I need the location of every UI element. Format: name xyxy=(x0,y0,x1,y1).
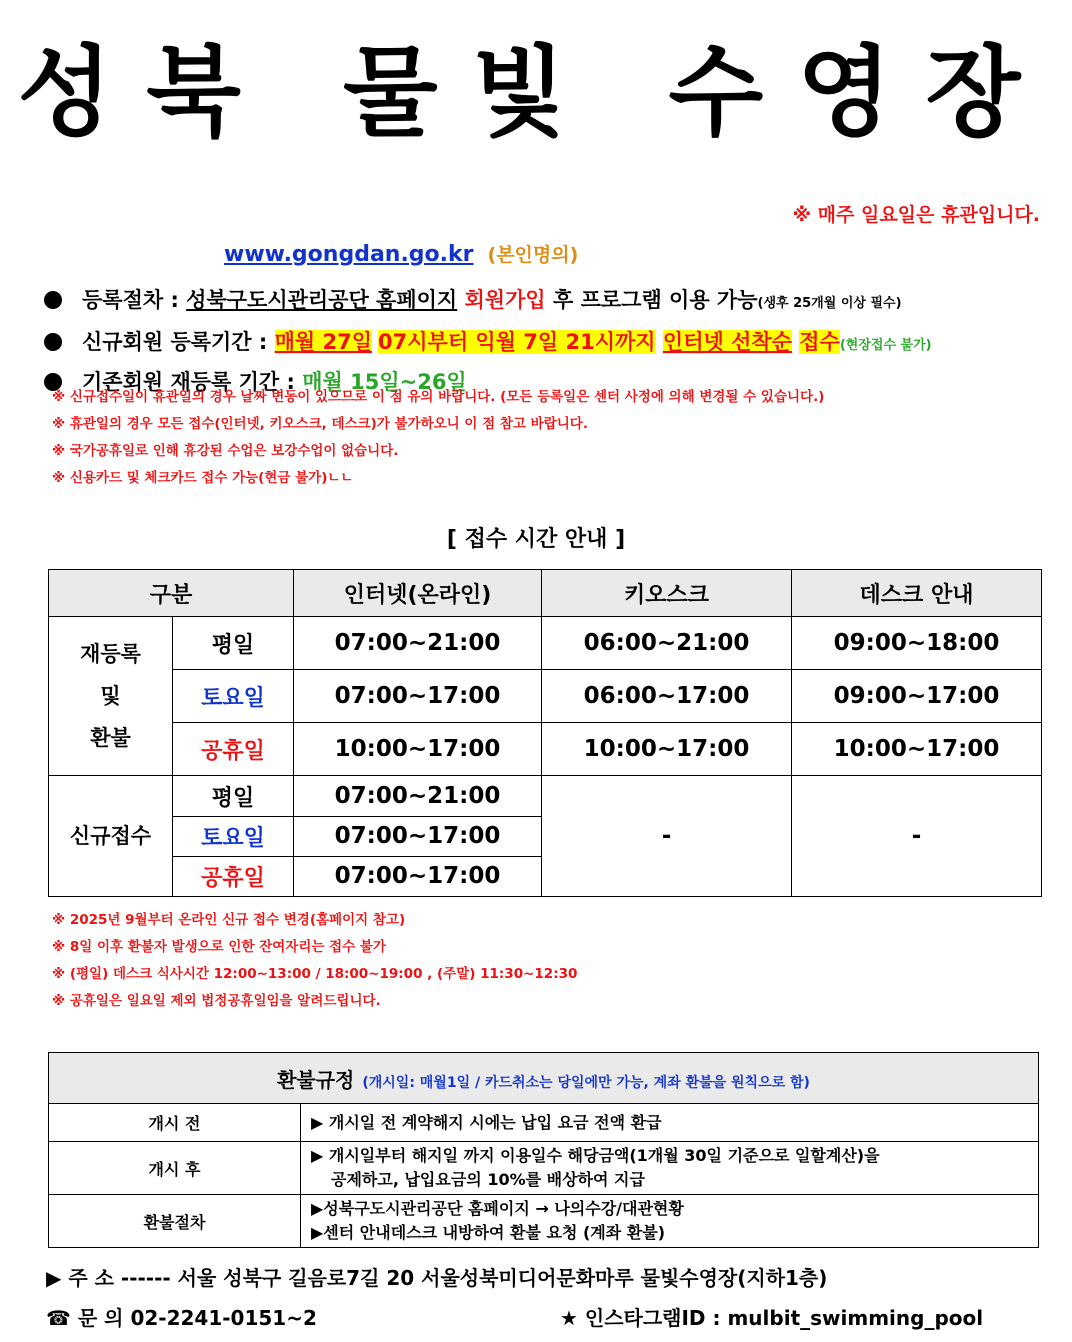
header-kiosk: 키오스크 xyxy=(542,570,792,617)
registration-rest: 후 프로그램 이용 가능 xyxy=(552,288,758,312)
time-cell: 07:00~21:00 xyxy=(294,776,542,816)
day-holiday: 공휴일 xyxy=(173,856,294,896)
time-cell: 10:00~17:00 xyxy=(792,723,1042,776)
signup-text: 회원가입 xyxy=(464,288,546,312)
note-item: ※ 신용카드 및 체크카드 접수 가능(현금 불가)ㄴㄴ xyxy=(52,470,354,486)
refund-line: ▶ 개시일부터 해지일 까지 이용일수 해당금액(1개월 30일 기준으로 일할계산)을 xyxy=(311,1146,880,1165)
website-line xyxy=(224,240,578,267)
time-cell: 07:00~17:00 xyxy=(294,816,542,856)
refund-line: ▶센터 안내데스크 내방하여 환불 요청 (계좌 환불) xyxy=(311,1223,666,1242)
day-saturday: 토요일 xyxy=(173,816,294,856)
time-cell: 09:00~17:00 xyxy=(792,670,1042,723)
footer-instagram: ★ 인스타그램ID : mulbit_swimming_pool xyxy=(560,1306,984,1330)
refund-title: 환불규정 xyxy=(277,1067,355,1092)
new-period-receipt: 접수 xyxy=(799,330,840,354)
new-period-label: 신규회원 등록기간 : xyxy=(82,330,268,354)
new-period-small: (현장접수 불가) xyxy=(839,338,932,353)
time-cell: 10:00~17:00 xyxy=(542,723,792,776)
day-holiday: 공휴일 xyxy=(173,723,294,776)
registration-line xyxy=(44,284,902,314)
time-cell: 07:00~17:00 xyxy=(294,856,542,896)
day-weekday: 평일 xyxy=(173,617,294,670)
group-label-line: 및 xyxy=(100,684,121,709)
group-label-line: 재등록 xyxy=(80,642,141,667)
note-item: ※ 2025년 9월부터 온라인 신규 접수 변경(홈페이지 참고) xyxy=(52,912,406,928)
header-desk: 데스크 안내 xyxy=(792,570,1042,617)
time-cell: 10:00~17:00 xyxy=(294,723,542,776)
new-period-time: 07시부터 익월 7일 21시까지 xyxy=(378,330,656,354)
header-internet: 인터넷(온라인) xyxy=(294,570,542,617)
existing-period-value: 매월 15일~26일 xyxy=(302,370,467,394)
bullet-icon xyxy=(44,291,62,309)
refund-row-label: 개시 후 xyxy=(49,1142,301,1195)
group-label-line: 환불 xyxy=(90,726,131,751)
registration-label: 등록절차 : xyxy=(82,288,179,312)
refund-line: ▶ 개시일 전 계약해지 시에는 납입 요금 전액 환급 xyxy=(311,1112,662,1132)
registration-small: (생후 25개월 이상 필수) xyxy=(757,296,902,311)
group-reregister xyxy=(49,617,173,776)
new-period-line xyxy=(44,326,932,356)
website-link[interactable]: www.gongdan.go.kr xyxy=(224,242,474,267)
website-note: (본인명의) xyxy=(487,244,579,266)
existing-period-label: 기존회원 재등록 기간 : xyxy=(82,370,295,394)
note-item: ※ 신규접수일이 휴관일의 경우 날짜 변동이 있으므로 이 점 유의 바랍니다. (모든 등록일은 센터 사정에 의해 변경될 수 있습니다.) xyxy=(52,389,825,405)
section-title: [ 접수 시간 안내 ] xyxy=(446,527,626,552)
footer-address: ▶ 주 소 ------ 서울 성북구 길음로7길 20 서울성북미디어문화마루 물빛수영장(지하1층) xyxy=(46,1266,828,1290)
day-weekday: 평일 xyxy=(173,776,294,816)
time-cell: 06:00~17:00 xyxy=(542,670,792,723)
group-new: 신규접수 xyxy=(49,776,173,897)
notes-top xyxy=(52,384,824,492)
refund-header xyxy=(49,1053,1039,1104)
note-item: ※ 국가공휴일로 인해 휴강된 수업은 보강수업이 없습니다. xyxy=(52,443,399,459)
header-category: 구분 xyxy=(49,570,294,617)
refund-subtitle: (개시일: 매월1일 / 카드취소는 당일에만 가능, 계좌 환불을 원칙으로 함) xyxy=(362,1074,810,1091)
refund-row-body xyxy=(301,1142,1039,1195)
time-cell: 07:00~21:00 xyxy=(294,617,542,670)
page-title: 성북 물빛 수영장 xyxy=(17,36,1055,150)
time-cell: 09:00~18:00 xyxy=(792,617,1042,670)
refund-line: ▶성북구도시관리공단 홈페이지 → 나의수강/대관현황 xyxy=(311,1199,684,1218)
bullet-icon xyxy=(44,333,62,351)
refund-row-label: 환불절차 xyxy=(49,1195,301,1248)
refund-table xyxy=(48,1052,1039,1248)
desk-dash: - xyxy=(792,776,1042,897)
note-item: ※ 휴관일의 경우 모든 접수(인터넷, 키오스크, 데스크)가 불가하오니 이 점 참고 바랍니다. xyxy=(52,416,588,432)
note-item: ※ 8일 이후 환불자 발생으로 인한 잔여자리는 접수 불가 xyxy=(52,939,386,955)
footer-phone: ☎ 문 의 02-2241-0151~2 xyxy=(46,1306,317,1330)
refund-row-body xyxy=(301,1104,1039,1142)
note-item: ※ 공휴일은 일요일 제외 법정공휴일임을 알려드립니다. xyxy=(52,993,381,1009)
note-item: ※ (평일) 데스크 식사시간 12:00~13:00 / 18:00~19:00 , (주말) 11:30~12:30 xyxy=(52,966,578,982)
new-period-method: 인터넷 선착순 xyxy=(662,330,792,354)
new-period-date: 매월 27일 xyxy=(274,330,373,354)
time-cell: 06:00~21:00 xyxy=(542,617,792,670)
notes-bottom xyxy=(52,907,577,1015)
day-saturday: 토요일 xyxy=(173,670,294,723)
closed-notice: ※ 매주 일요일은 휴관입니다. xyxy=(792,204,1040,226)
registration-link[interactable]: 성북구도시관리공단 홈페이지 xyxy=(186,288,458,312)
kiosk-dash: - xyxy=(542,776,792,897)
refund-row-body xyxy=(301,1195,1039,1248)
time-cell: 07:00~17:00 xyxy=(294,670,542,723)
refund-line: 공제하고, 납입요금의 10%를 배상하여 지급 xyxy=(331,1170,645,1189)
refund-row-label: 개시 전 xyxy=(49,1104,301,1142)
hours-table xyxy=(48,569,1042,897)
